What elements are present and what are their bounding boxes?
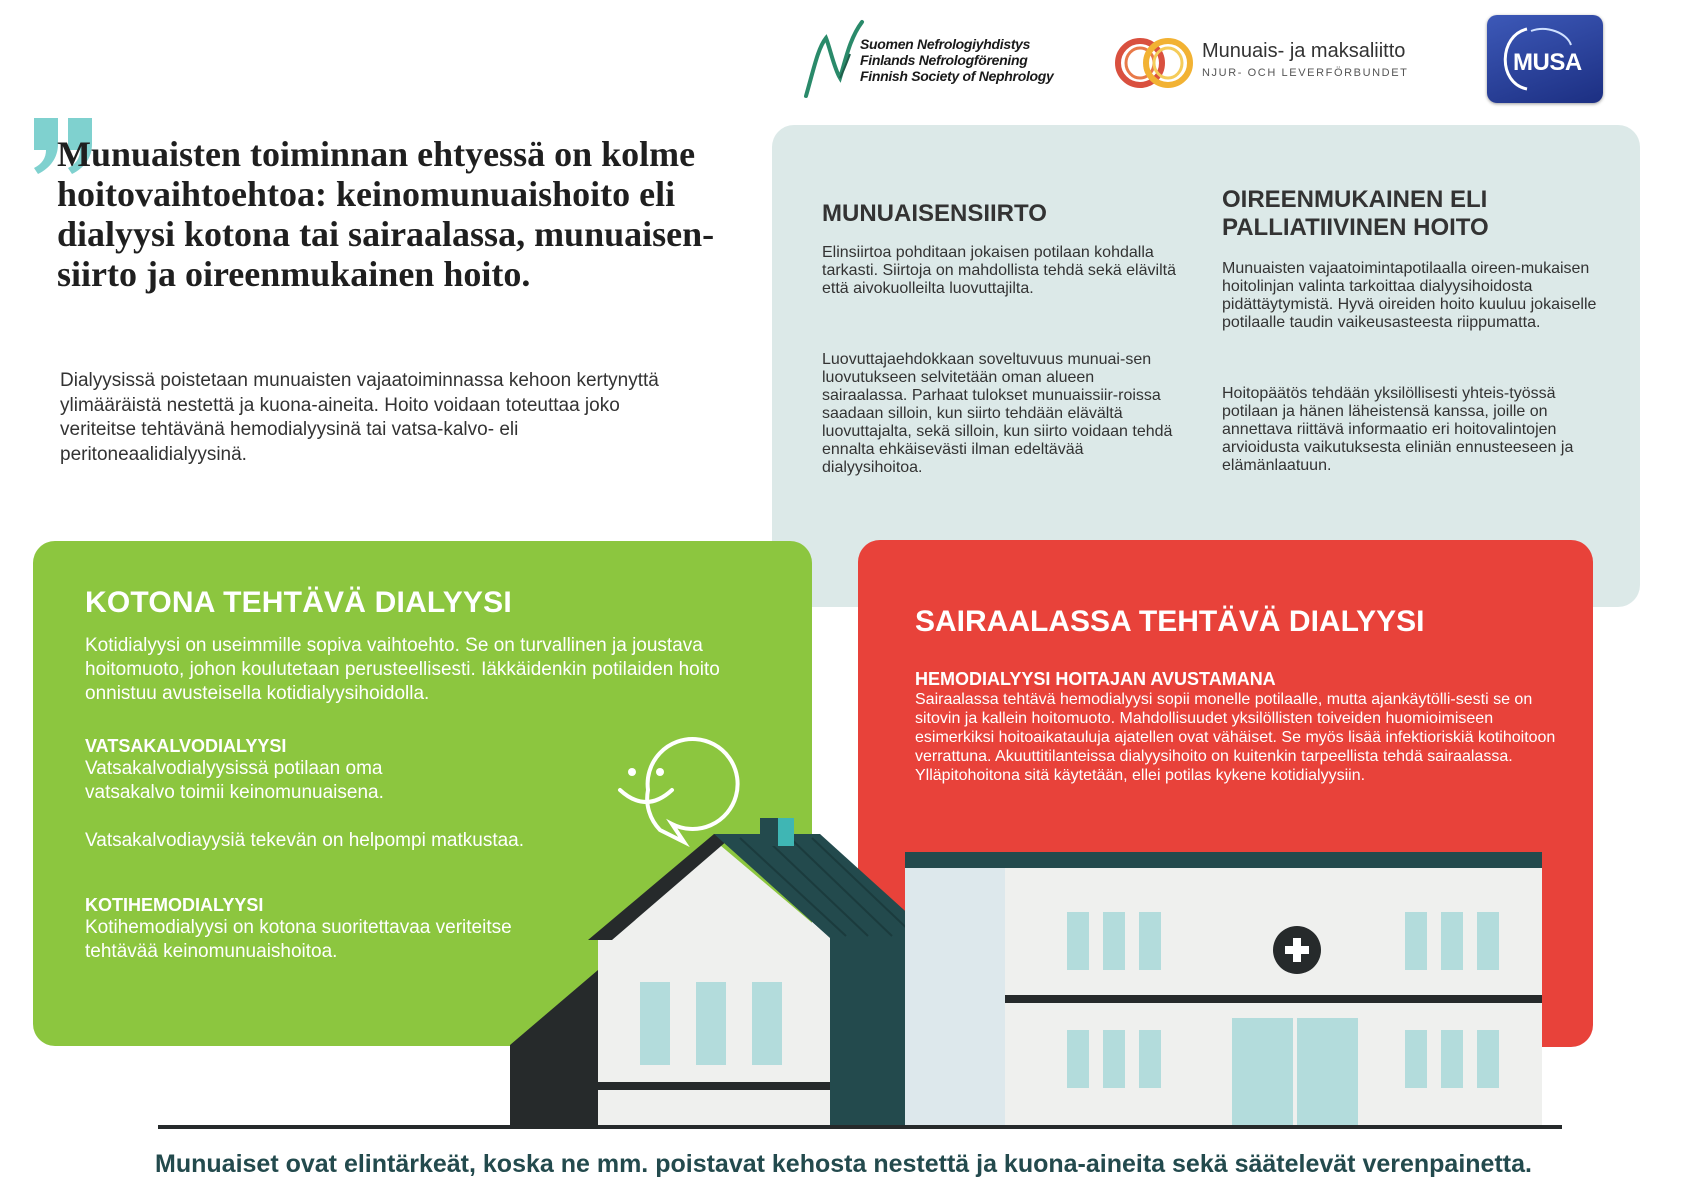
- nephrology-society-logo: [800, 18, 1060, 100]
- home-dialysis-content: [85, 586, 785, 964]
- main-headline: Munuaisten toiminnan ehtyessä on kolme hoitovaihtoehtoa: keinomunuaishoito eli dialyysi kotona tai sairaalassa, munuaisen-siirto ja oireenmukainen hoito.: [57, 134, 715, 294]
- hhd-paragraph: Kotihemodialyysi on kotona suoritettavaa veriteitse tehtävää keinomunuaishoitoa.: [85, 917, 512, 962]
- musa-logo: [1487, 15, 1603, 103]
- hospital-dialysis-title: SAIRAALASSA TEHTÄVÄ DIALYYSI: [915, 605, 1425, 638]
- hospital-dialysis-subtitle: HEMODIALYYSI HOITAJAN AVUSTAMANA: [915, 669, 1276, 689]
- nephrology-name-en: Finnish Society of Nephrology: [860, 68, 1054, 84]
- hospital-dialysis-text: Sairaalassa tehtävä hemodialyysi sopii monelle potilaalle, mutta ajankäytölli-sesti se on sitovin ja kallein hoitomuoto. Mahdollisuudet yksilöllisten toiveiden huomioimiseen esimerkiksi hoitoaikatauluja ajatellen ovat vähäiset. Se myös lisää infektioriskiä kotihoitoon verrattuna. Akuuttitilanteissa dialyysihoito on kuitenkin tarpeellista tehdä sairaalassa. Ylläpitohoitona sitä käytetään, ellei potilas kykene kotidialyysiin.: [915, 691, 1556, 784]
- palliative-title: [1222, 186, 1602, 242]
- transplant-title: MUNUAISENSIIRTO: [822, 199, 1047, 227]
- transplant-section: [822, 180, 1182, 493]
- pd-title: VATSAKALVODIALYYSI: [85, 736, 287, 756]
- home-dialysis-intro: Kotidialyysi on useimmille sopiva vaihtoehto. Se on turvallinen ja joustava hoitomuoto, johon koulutetaan perusteellisesti. Iäkkäidenkin potilaiden hoito onnistuu avusteisella kotidialyysihoidolla.: [85, 635, 720, 704]
- intro-paragraph: Dialyysissä poistetaan munuaisten vajaatoiminnassa kehoon kertynyttä ylimääräistä nestettä ja kuona-aineita. Hoito voidaan toteuttaa joko veriteitse tehtävänä hemodialyysinä tai vatsa-kalvo- eli peritoneaalidialyysinä.: [60, 370, 659, 465]
- transplant-paragraph-1: Elinsiirtoa pohditaan jokaisen potilaan kohdalla tarkasti. Siirtoja on mahdollista tehdä sekä eläviltä että aivokuolleilta luovuttajilta.: [822, 243, 1176, 297]
- hospital-dialysis-content: [915, 605, 1565, 785]
- home-dialysis-title: KOTONA TEHTÄVÄ DIALYYSI: [85, 586, 512, 619]
- pd-paragraph-2: Vatsakalvodiayysiä tekevän on helpompi matkustaa.: [85, 830, 525, 851]
- palliative-section: [1222, 166, 1602, 491]
- hhd-title: KOTIHEMODIALYYSI: [85, 895, 264, 915]
- pd-paragraph-1: Vatsakalvodialyysissä potilaan oma vatsakalvo toimii keinomunuaisena.: [85, 758, 384, 803]
- rings-icon: [1110, 30, 1200, 100]
- munuais-maksaliitto-name: Munuais- ja maksaliitto: [1202, 40, 1406, 62]
- nephrology-name-fi: Suomen Nefrologiyhdistys: [860, 36, 1031, 52]
- transplant-paragraph-2: Luovuttajaehdokkaan soveltuvuus munuai-sen luovutukseen selvitetään oman alueen sairaalassa. Parhaat tulokset munuaissiir-roissa saadaan silloin, kun siirto tehdään elävältä luovuttajalta, sekä silloin, kun siirto voidaan tehdä ennalta ehkäisevästi ilman edeltävää dialyysihoitoa.: [822, 350, 1173, 476]
- footer-statement: Munuaiset ovat elintärkeät, koska ne mm. poistavat kehosta nestettä ja kuona-aineita sekä säätelevät verenpainetta.: [155, 1150, 1532, 1178]
- palliative-paragraph-2: Hoitopäätös tehdään yksilöllisesti yhteis-työssä potilaan ja hänen läheistensä kanssa, joille on annettava riittävä informaatio eri hoitovalintojen arvioidusta vaikutuksesta eliniän ennusteeseen ja elämänlaatuun.: [1222, 384, 1574, 474]
- musa-name: MUSA: [1513, 49, 1582, 76]
- nephrology-name-sv: Finlands Nefrologförening: [860, 52, 1028, 68]
- munuais-maksaliitto-subtitle: NJUR- OCH LEVERFÖRBUNDET: [1202, 67, 1409, 79]
- palliative-title-line2: PALLIATIIVINEN HOITO: [1222, 213, 1489, 241]
- ground-line: [158, 1125, 1562, 1129]
- munuais-maksaliitto-logo: [1110, 30, 1440, 100]
- palliative-paragraph-1: Munuaisten vajaatoimintapotilaalla oireen-mukaisen hoitolinjan valinta tarkoittaa dialyysihoidosta pidättäytymistä. Hyvä oireiden hoito kuuluu jokaiselle potilaalle taudin vaikeusasteesta riippumatta.: [1222, 259, 1597, 331]
- palliative-title-line1: OIREENMUKAINEN ELI: [1222, 185, 1488, 213]
